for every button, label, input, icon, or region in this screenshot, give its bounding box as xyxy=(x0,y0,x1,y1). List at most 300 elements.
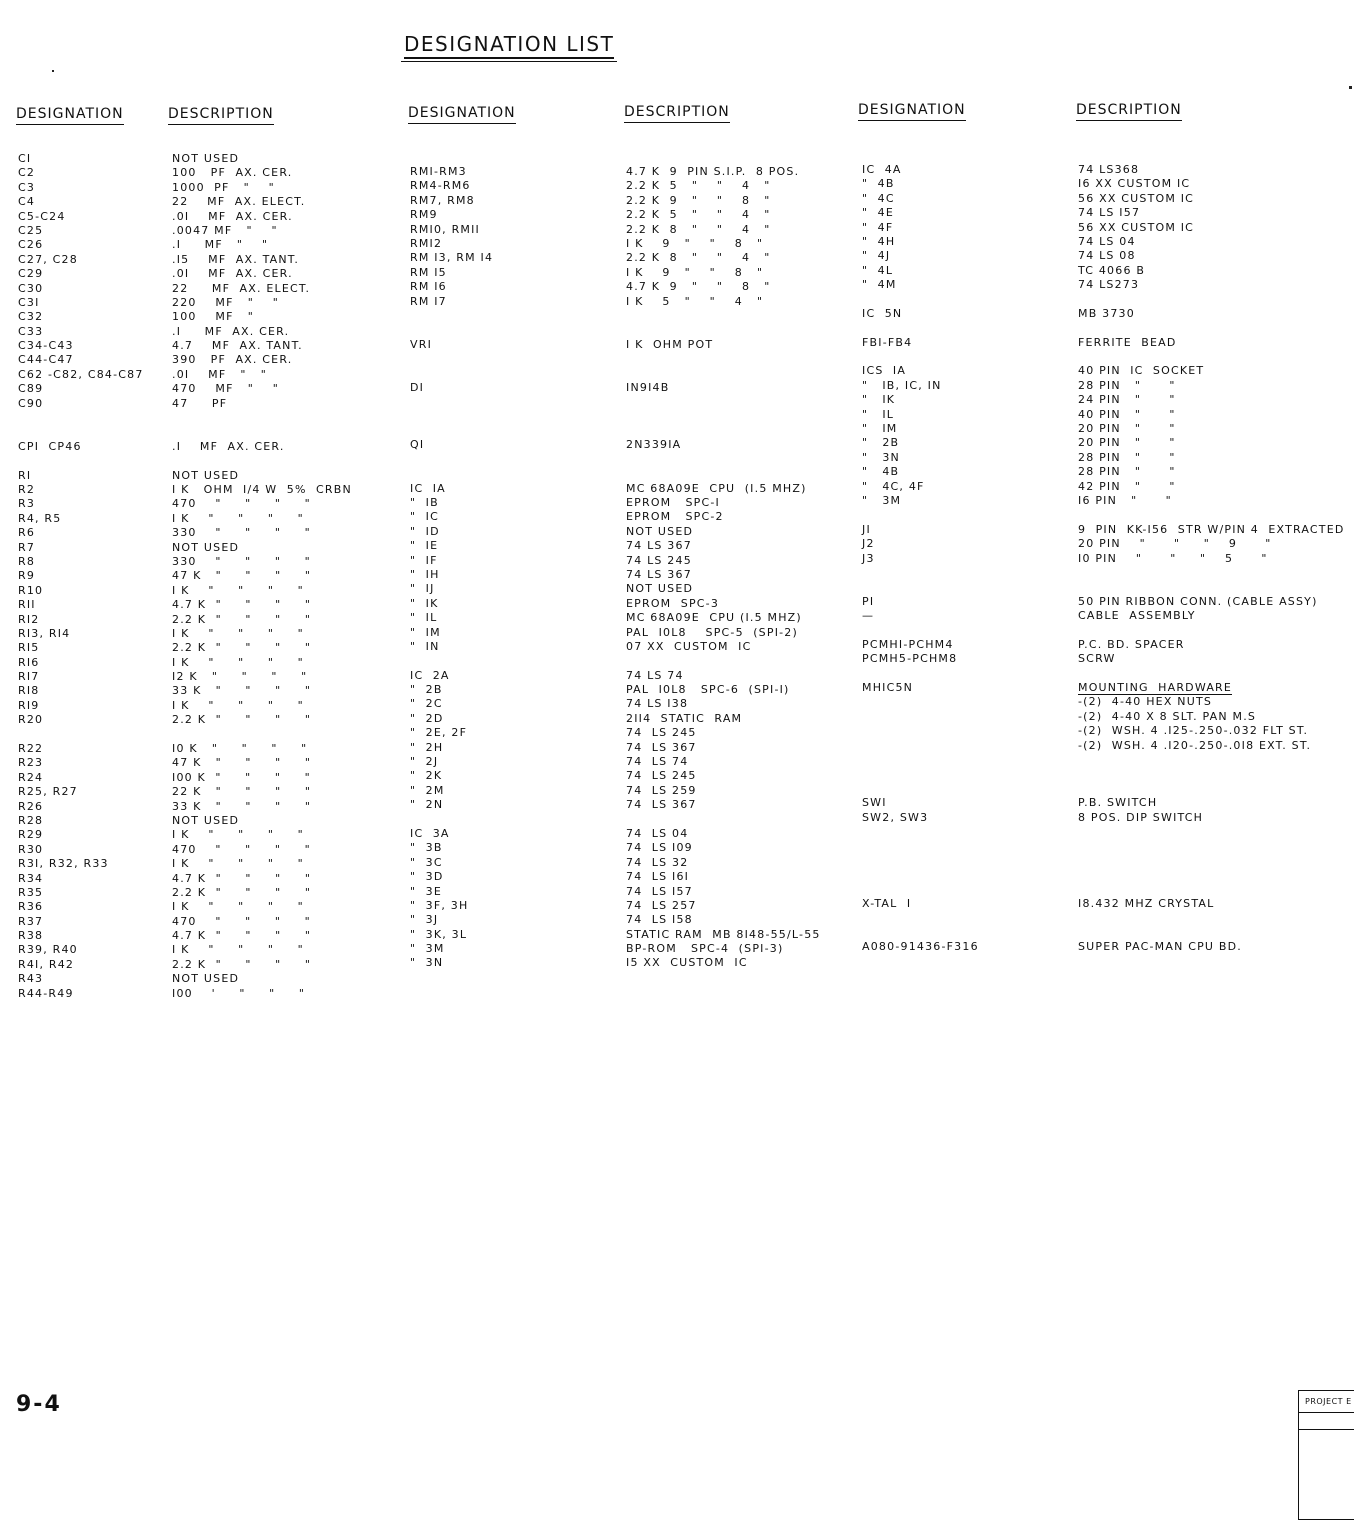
list-item: 33 K " " " " xyxy=(172,684,312,698)
list-item: MC 68A09E CPU (I.5 MHZ) xyxy=(626,481,807,495)
spacer-row xyxy=(1078,580,1345,594)
list-item: FBI-FB4 xyxy=(862,335,913,349)
list-item: R35 xyxy=(18,885,44,899)
list-item: PI xyxy=(862,594,875,608)
list-item: " 2C xyxy=(410,697,443,711)
spacer-row xyxy=(410,654,493,668)
list-item: -(2) WSH. 4 .I25-.250-.032 FLT ST. xyxy=(1078,724,1309,738)
list-item: .0I MF AX. CER. xyxy=(172,267,293,281)
list-item: TC 4066 B xyxy=(1078,263,1146,277)
list-item: RM7, RM8 xyxy=(410,193,475,207)
spacer-row xyxy=(18,728,144,742)
list-item: 4.7 K 9 " " 8 " xyxy=(626,280,771,294)
title-block xyxy=(1298,1390,1354,1520)
list-item: C90 xyxy=(18,396,44,410)
list-item: 07 XX CUSTOM IC xyxy=(626,639,752,653)
list-item: R24 xyxy=(18,770,44,784)
list-item: 330 " " " " xyxy=(172,526,311,540)
list-item: 47 K " " " " xyxy=(172,756,312,770)
list-item: 330 " " " " xyxy=(172,554,311,568)
list-item: " 2K xyxy=(410,769,443,783)
spacer-row xyxy=(862,667,979,681)
spacer-row xyxy=(862,566,979,580)
list-item: C62 -C82, C84-C87 xyxy=(18,367,144,381)
list-item: R2 xyxy=(18,482,36,496)
list-item: 2.2 K " " " " xyxy=(172,885,312,899)
list-item: 33 K " " " " xyxy=(172,799,312,813)
list-item: 2.2 K " " " " xyxy=(172,641,312,655)
list-item: IC IA xyxy=(410,481,446,495)
list-item: 220 MF " " xyxy=(172,295,279,309)
list-item: C3 xyxy=(18,180,36,194)
spacer-row xyxy=(626,813,821,827)
spacer-row xyxy=(626,395,821,409)
list-item: I K " " " " xyxy=(172,655,304,669)
list-item: 42 PIN " " xyxy=(1078,479,1176,493)
spacer-row xyxy=(862,767,979,781)
col2-designation-list xyxy=(410,165,493,971)
list-item: 24 PIN " " xyxy=(1078,393,1176,407)
list-item: 74 LS 367 xyxy=(626,567,692,581)
list-item: BP-ROM SPC-4 (SPI-3) xyxy=(626,942,784,956)
spacer-row xyxy=(862,710,979,724)
list-item: MHIC5N xyxy=(862,681,914,695)
spacer-row xyxy=(410,352,493,366)
spacer-row xyxy=(862,839,979,853)
list-item: FERRITE BEAD xyxy=(1078,335,1177,349)
list-item: " 2E, 2F xyxy=(410,726,468,740)
scan-speck xyxy=(52,70,54,72)
list-item: 2N339IA xyxy=(626,438,682,452)
spacer-row xyxy=(626,467,821,481)
list-item: .0I MF AX. CER. xyxy=(172,209,293,223)
list-item: " IE xyxy=(410,539,439,553)
list-item: " 3J xyxy=(410,913,439,927)
spacer-row xyxy=(172,454,352,468)
scan-speck xyxy=(1349,86,1352,89)
list-item: " 4C xyxy=(862,191,895,205)
list-item: SCRW xyxy=(1078,652,1116,666)
spacer-row xyxy=(1078,293,1345,307)
list-item: RI8 xyxy=(18,684,40,698)
list-item: PCMH5-PCHM8 xyxy=(862,652,958,666)
list-item: 22 MF AX. ELECT. xyxy=(172,281,311,295)
list-item: " 3N xyxy=(410,956,444,970)
spacer-row xyxy=(1078,868,1345,882)
spacer-row xyxy=(1078,767,1345,781)
spacer-row xyxy=(862,926,979,940)
list-item: C89 xyxy=(18,382,44,396)
spacer-row xyxy=(626,654,821,668)
list-item: .I MF AX. CER. xyxy=(172,324,290,338)
spacer-row xyxy=(1078,854,1345,868)
list-item: R25, R27 xyxy=(18,785,78,799)
spacer-row xyxy=(862,624,979,638)
list-item: " IM xyxy=(862,422,898,436)
spacer-row xyxy=(1078,624,1345,638)
list-item: 20 PIN " " xyxy=(1078,422,1176,436)
title-block-faint-area xyxy=(1299,1430,1354,1510)
list-item: RM I3, RM I4 xyxy=(410,251,494,265)
list-item: I K 5 " " 4 " xyxy=(626,294,764,308)
spacer-row xyxy=(862,321,979,335)
list-item: RMI0, RMII xyxy=(410,222,480,236)
list-item: I K " " " " xyxy=(172,900,304,914)
spacer-row xyxy=(1078,321,1345,335)
list-item: C34-C43 xyxy=(18,339,74,353)
list-item: 40 PIN " " xyxy=(1078,407,1176,421)
list-item: 470 MF " " xyxy=(172,382,279,396)
list-item: R7 xyxy=(18,540,36,554)
list-item: 28 PIN " " xyxy=(1078,465,1176,479)
list-item: 4.7 K " " " " xyxy=(172,929,312,943)
list-item: " 2J xyxy=(410,755,439,769)
list-item: PCMHI-PCHM4 xyxy=(862,637,954,651)
list-item: 20 PIN " " xyxy=(1078,436,1176,450)
list-item: 74 LS273 xyxy=(1078,278,1140,292)
list-item: A080-91436-F316 xyxy=(862,940,979,954)
spacer-row xyxy=(410,424,493,438)
list-item: R23 xyxy=(18,756,44,770)
list-item: 2.2 K 5 " " 4 " xyxy=(626,208,771,222)
list-item: " ID xyxy=(410,524,440,538)
list-item: J3 xyxy=(862,551,875,565)
spacer-row xyxy=(18,454,144,468)
list-item: ICS IA xyxy=(862,364,907,378)
list-item: I K " " " " xyxy=(172,857,304,871)
list-item: IC 5N xyxy=(862,306,903,320)
list-item: " IL xyxy=(410,611,438,625)
list-item: 74 LS 257 xyxy=(626,898,697,912)
col3-designation-list xyxy=(862,163,979,954)
spacer-row xyxy=(1078,782,1345,796)
list-item: 22 K " " " " xyxy=(172,785,312,799)
list-item: C5-C24 xyxy=(18,209,66,223)
list-item: " 3C xyxy=(410,855,443,869)
list-item: I6 PIN " " xyxy=(1078,493,1172,507)
list-item: CABLE ASSEMBLY xyxy=(1078,609,1196,623)
list-item: " IC xyxy=(410,510,439,524)
list-item: 74 LS 367 xyxy=(626,798,697,812)
list-item: 74 LS 08 xyxy=(1078,249,1136,263)
list-item: VRI xyxy=(410,337,433,351)
list-item: RM4-RM6 xyxy=(410,179,471,193)
list-item: NOT USED xyxy=(172,813,240,827)
spacer-row xyxy=(410,309,493,323)
list-item: I K 9 " " 8 " xyxy=(626,265,764,279)
list-item: C27, C28 xyxy=(18,252,78,266)
col1-designation-header: DESIGNATION xyxy=(16,106,124,125)
spacer-row xyxy=(862,883,979,897)
list-item: R8 xyxy=(18,554,36,568)
spacer-row xyxy=(862,868,979,882)
list-item: 74 LS I09 xyxy=(626,841,693,855)
list-item: .I MF " " xyxy=(172,238,269,252)
list-item: 2.2 K 5 " " 4 " xyxy=(626,179,771,193)
list-item: STATIC RAM MB 8I48-55/L-55 xyxy=(626,927,821,941)
list-item: 74 LS 245 xyxy=(626,726,697,740)
list-item: RMI-RM3 xyxy=(410,165,467,178)
spacer-row xyxy=(862,293,979,307)
spacer-row xyxy=(626,453,821,467)
list-item: 50 PIN RIBBON CONN. (CABLE ASSY) xyxy=(1078,594,1318,608)
list-item: 470 " " " " xyxy=(172,497,311,511)
spacer-row xyxy=(18,411,144,425)
list-item: SUPER PAC-MAN CPU BD. xyxy=(1078,940,1242,954)
list-item: 2.2 K 8 " " 4 " xyxy=(626,222,771,236)
list-item: C25 xyxy=(18,223,44,237)
title-block-label: PROJECT E xyxy=(1299,1391,1354,1413)
list-item: R29 xyxy=(18,828,44,842)
spacer-row xyxy=(626,366,821,380)
list-item: " 2B xyxy=(410,683,443,697)
list-item: MB 3730 xyxy=(1078,306,1135,320)
list-item: " IM xyxy=(410,625,441,639)
list-item: 40 PIN IC SOCKET xyxy=(1078,364,1205,378)
list-item: R37 xyxy=(18,914,44,928)
list-item: .0047 MF " " xyxy=(172,223,278,237)
spacer-row xyxy=(172,425,352,439)
list-item: R38 xyxy=(18,929,44,943)
list-item: I00 K " " " " xyxy=(172,770,311,784)
list-item: " 3M xyxy=(862,493,902,507)
list-item: 28 PIN " " xyxy=(1078,450,1176,464)
page-title: DESIGNATION LIST xyxy=(404,33,614,59)
spacer-row xyxy=(410,395,493,409)
list-item: " 3N xyxy=(862,450,900,464)
spacer-row xyxy=(172,728,352,742)
list-item: " 4J xyxy=(862,249,891,263)
list-item: 47 PF xyxy=(172,396,228,410)
list-item: I K " " " " xyxy=(172,828,304,842)
list-item: " IK xyxy=(410,596,439,610)
list-item: R4I, R42 xyxy=(18,957,75,971)
list-item: IN9I4B xyxy=(626,380,670,394)
list-item: I0 PIN " " " 5 " xyxy=(1078,551,1268,565)
list-item: — xyxy=(862,609,875,623)
page-number: 9-4 xyxy=(16,1392,62,1417)
list-item: I2 K " " " " xyxy=(172,670,308,684)
spacer-row xyxy=(862,825,979,839)
list-item: 470 " " " " xyxy=(172,842,311,856)
col1-description-header: DESCRIPTION xyxy=(168,106,274,125)
list-item: " 3M xyxy=(410,942,445,956)
list-item: " 4B xyxy=(862,465,900,479)
list-item: 2.2 K 8 " " 4 " xyxy=(626,251,771,265)
list-item: 8 POS. DIP SWITCH xyxy=(1078,810,1204,824)
list-item: 74 LS368 xyxy=(1078,163,1140,176)
list-item: R3I, R32, R33 xyxy=(18,857,109,871)
list-item: " 3E xyxy=(410,884,443,898)
spacer-row xyxy=(1078,667,1345,681)
list-item: 470 " " " " xyxy=(172,914,311,928)
spacer-row xyxy=(626,323,821,337)
list-item: 2.2 K 9 " " 8 " xyxy=(626,193,771,207)
list-item: 74 LS 259 xyxy=(626,783,697,797)
list-item: 28 PIN " " xyxy=(1078,378,1176,392)
spacer-row xyxy=(410,323,493,337)
list-item: NOT USED xyxy=(172,468,240,482)
list-item: I0 K " " " " xyxy=(172,742,308,756)
list-item: " 3B xyxy=(410,841,443,855)
spacer-row xyxy=(862,350,979,364)
spacer-row xyxy=(1078,566,1345,580)
list-item: MC 68A09E CPU (I.5 MHZ) xyxy=(626,611,802,625)
list-item: " 4M xyxy=(862,278,897,292)
spacer-row xyxy=(1078,883,1345,897)
spacer-row xyxy=(862,724,979,738)
list-item: 4.7 MF AX. TANT. xyxy=(172,339,303,353)
list-item: 2II4 STATIC RAM xyxy=(626,711,743,725)
list-item: 74 LS 74 xyxy=(626,755,689,769)
list-item: NOT USED xyxy=(172,152,240,165)
list-item xyxy=(1078,681,1345,695)
list-item: " IL xyxy=(862,407,895,421)
list-item: " 2N xyxy=(410,798,444,812)
spacer-row xyxy=(862,911,979,925)
list-item: 56 XX CUSTOM IC xyxy=(1078,191,1195,205)
list-item: R34 xyxy=(18,871,44,885)
list-item: " 2M xyxy=(410,783,445,797)
list-item: EPROM SPC-3 xyxy=(626,596,720,610)
list-item: RI3, RI4 xyxy=(18,626,71,640)
col3-designation-header: DESIGNATION xyxy=(858,102,966,121)
spacer-row xyxy=(1078,926,1345,940)
list-item: C26 xyxy=(18,238,44,252)
list-item: I6 XX CUSTOM IC xyxy=(1078,177,1191,191)
list-item: SW2, SW3 xyxy=(862,810,929,824)
list-item: 74 LS 04 xyxy=(626,826,689,840)
spacer-row xyxy=(1078,911,1345,925)
list-item: RI xyxy=(18,468,32,482)
list-item: I K OHM I/4 W 5% CRBN xyxy=(172,482,352,496)
list-item: RI6 xyxy=(18,655,40,669)
list-item: PAL I0L8 SPC-5 (SPI-2) xyxy=(626,625,799,639)
list-item: C33 xyxy=(18,324,44,338)
list-item: R30 xyxy=(18,842,44,856)
list-item: 74 LS 245 xyxy=(626,769,697,783)
list-item: IC 3A xyxy=(410,826,450,840)
list-item: " 4L xyxy=(862,263,894,277)
list-item: I K OHM POT xyxy=(626,337,714,351)
list-item: " 2B xyxy=(862,436,900,450)
list-item: CI xyxy=(18,152,32,165)
list-item: C4 xyxy=(18,195,36,209)
list-item: " 4H xyxy=(862,234,896,248)
list-item: 4.7 K " " " " xyxy=(172,598,312,612)
list-item: I K " " " " xyxy=(172,698,304,712)
spacer-row xyxy=(626,309,821,323)
list-item: 74 LS I6I xyxy=(626,870,690,884)
list-item: .0I MF " " xyxy=(172,367,268,381)
list-item: 74 LS I58 xyxy=(626,913,693,927)
list-item: 20 PIN " " " 9 " xyxy=(1078,537,1272,551)
list-item: 47 K " " " " xyxy=(172,569,312,583)
list-item: R20 xyxy=(18,713,44,727)
list-item: " IN xyxy=(410,639,440,653)
list-item: R3 xyxy=(18,497,36,511)
spacer-row xyxy=(626,424,821,438)
title-block-cell xyxy=(1299,1413,1354,1430)
spacer-row xyxy=(626,410,821,424)
spacer-row xyxy=(862,695,979,709)
list-item: P.C. BD. SPACER xyxy=(1078,637,1185,651)
list-item: R39, R40 xyxy=(18,943,78,957)
list-item: 74 LS 367 xyxy=(626,740,697,754)
col2-description-list xyxy=(626,165,821,971)
list-item: -(2) WSH. 4 .I20-.250-.0I8 EXT. ST. xyxy=(1078,738,1312,752)
list-item: R4, R5 xyxy=(18,511,62,525)
list-item: NOT USED xyxy=(172,540,240,554)
spacer-row xyxy=(410,813,493,827)
spacer-row xyxy=(862,739,979,753)
list-item: RII xyxy=(18,598,36,612)
list-item: DI xyxy=(410,380,425,394)
list-item: RI2 xyxy=(18,612,40,626)
list-item: I K 9 " " 8 " xyxy=(626,236,764,250)
list-item: " IB xyxy=(410,495,439,509)
list-item: RM I5 xyxy=(410,265,447,279)
spacer-row xyxy=(862,580,979,594)
list-item: R6 xyxy=(18,526,36,540)
list-item: 390 PF AX. CER. xyxy=(172,353,293,367)
list-item: " 2D xyxy=(410,711,444,725)
list-item: .I5 MF AX. TANT. xyxy=(172,252,300,266)
list-item: RI9 xyxy=(18,698,40,712)
spacer-row xyxy=(862,753,979,767)
list-item: 100 PF AX. CER. xyxy=(172,166,293,180)
list-item: C30 xyxy=(18,281,44,295)
list-item: RI7 xyxy=(18,670,40,684)
list-item: 56 XX CUSTOM IC xyxy=(1078,220,1195,234)
list-item: 9 PIN KK-I56 STR W/PIN 4 EXTRACTED xyxy=(1078,522,1345,536)
list-item: 74 LS 04 xyxy=(1078,234,1136,248)
col1-description-list xyxy=(172,152,352,1001)
list-item: I K " " " " xyxy=(172,511,304,525)
list-item: 100 MF " xyxy=(172,310,254,324)
list-item: " 3K, 3L xyxy=(410,927,468,941)
spacer-row xyxy=(1078,753,1345,767)
list-item: " IH xyxy=(410,567,440,581)
list-item: 22 MF AX. ELECT. xyxy=(172,195,306,209)
list-item: NOT USED xyxy=(172,972,240,986)
list-item: I K " " " " xyxy=(172,626,304,640)
list-item: R44-R49 xyxy=(18,986,74,1000)
list-item: " 4C, 4F xyxy=(862,479,925,493)
col3-description-header: DESCRIPTION xyxy=(1076,102,1182,121)
list-item: .I MF AX. CER. xyxy=(172,439,285,453)
list-item: P.B. SWITCH xyxy=(1078,796,1158,810)
spacer-row xyxy=(862,508,979,522)
spacer-row xyxy=(1078,839,1345,853)
list-item: I8.432 MHZ CRYSTAL xyxy=(1078,896,1215,910)
list-item: JI xyxy=(862,522,871,536)
list-item: " 4B xyxy=(862,177,895,191)
list-item: " IJ xyxy=(410,582,435,596)
list-item: C3I xyxy=(18,295,40,309)
list-item: 2.2 K " " " " xyxy=(172,713,312,727)
spacer-row xyxy=(410,366,493,380)
list-item: C44-C47 xyxy=(18,353,74,367)
spacer-row xyxy=(862,782,979,796)
list-item: RM9 xyxy=(410,208,438,222)
list-item: IC 4A xyxy=(862,163,902,176)
list-item: " 4E xyxy=(862,206,895,220)
list-item: R28 xyxy=(18,813,44,827)
list-item: IC 2A xyxy=(410,668,450,682)
list-item: " 3F, 3H xyxy=(410,898,469,912)
list-item: 74 LS I57 xyxy=(1078,206,1141,220)
